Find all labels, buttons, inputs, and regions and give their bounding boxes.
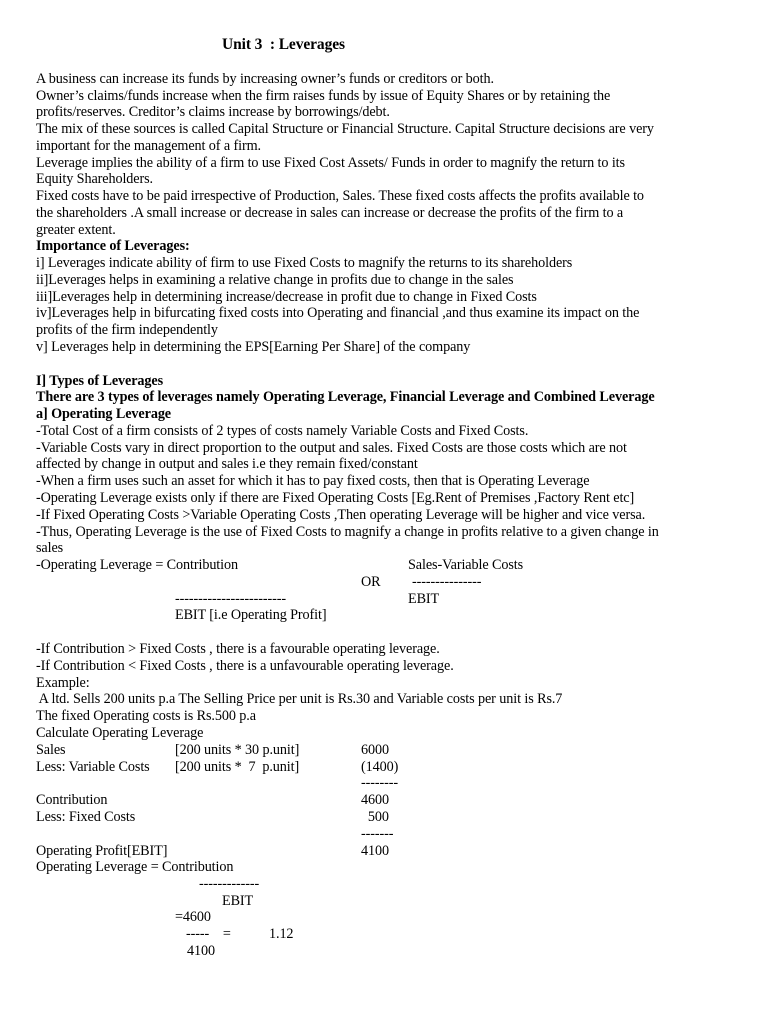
formula-rhs-denominator: EBIT [408,591,440,607]
example-line: Calculate Operating Leverage [36,725,204,741]
calc-result-value: 1.12 [269,926,294,942]
condition-line: -If Contribution > Fixed Costs , there is a favourable operating leverage. [36,641,440,657]
types-heading: I] Types of Leverages [36,373,164,389]
calc-variable-label: Less: Variable Costs [36,759,150,775]
operating-leverage-heading: a] Operating Leverage [36,406,172,422]
calc-ol-label: Operating Leverage = Contribution [36,859,234,875]
operating-point: -When a firm uses such an asset for which it has to pay fixed costs, then that is Operating Leverage [36,473,590,489]
calc-result-bar: ----- = [186,926,231,942]
importance-heading: Importance of Leverages: [36,238,190,254]
importance-point: iii]Leverages help in determining increase/decrease in profit due to change in Fixed Costs [36,289,537,305]
intro-line: A business can increase its funds by increasing owner’s funds or creditors or both. [36,71,494,87]
calc-separator: ------- [361,826,394,842]
operating-point: -Thus, Operating Leverage is the use of Fixed Costs to magnify a change in profits relative to a given change in [36,524,659,540]
intro-line: profits/reserves. Creditor’s claims increase by borrowings/debt. [36,104,390,120]
intro-line: Equity Shareholders. [36,171,153,187]
formula-rhs-bar: --------------- [412,574,482,590]
intro-line: Fixed costs have to be paid irrespective of Production, Sales. These fixed costs affects the profits available to [36,188,644,204]
formula-lhs-bar: ------------------------ [175,591,286,607]
operating-point: -Variable Costs vary in direct proportion to the output and sales. Fixed Costs are those costs which are not [36,440,627,456]
intro-line: greater extent. [36,222,116,238]
example-line: A ltd. Sells 200 units p.a The Selling Price per unit is Rs.30 and Variable costs per unit is Rs.7 [36,691,563,707]
operating-point: sales [36,540,64,556]
types-subheading: There are 3 types of leverages namely Operating Leverage, Financial Leverage and Combined Leverage [36,389,655,405]
condition-line: -If Contribution < Fixed Costs , there is a unfavourable operating leverage. [36,658,454,674]
calc-sales-label: Sales [36,742,66,758]
importance-point: v] Leverages help in determining the EPS[Earning Per Share] of the company [36,339,471,355]
calc-result-denominator: 4100 [187,943,215,959]
formula-lhs: -Operating Leverage = Contribution [36,557,238,573]
calc-sales-value: 6000 [361,742,389,758]
calc-fixed-label: Less: Fixed Costs [36,809,136,825]
formula-lhs-denominator: EBIT [i.e Operating Profit] [175,607,327,623]
calc-contribution-value: 4600 [361,792,389,808]
importance-point: ii]Leverages helps in examining a relative change in profits due to change in the sales [36,272,514,288]
operating-point: affected by change in output and sales i.e they remain fixed/constant [36,456,418,472]
calc-ebit-value: 4100 [361,843,389,859]
calc-variable-value: (1400) [361,759,399,775]
intro-line: important for the management of a firm. [36,138,261,154]
operating-point: -If Fixed Operating Costs >Variable Operating Costs ,Then operating Leverage will be higher and vice versa. [36,507,646,523]
importance-point: profits of the firm independently [36,322,218,338]
example-line: The fixed Operating costs is Rs.500 p.a [36,708,256,724]
formula-rhs-numerator: Sales-Variable Costs [408,557,524,573]
importance-point: i] Leverages indicate ability of firm to use Fixed Costs to magnify the returns to its shareholders [36,255,573,271]
intro-line: Leverage implies the ability of a firm to use Fixed Cost Assets/ Funds in order to magnify the return to its [36,155,625,171]
operating-point: -Total Cost of a firm consists of 2 types of costs namely Variable Costs and Fixed Costs. [36,423,529,439]
page-title: Unit 3 : Leverages [222,36,345,53]
formula-or: OR [361,574,381,590]
intro-line: the shareholders .A small increase or decrease in sales can increase or decrease the profits of the firm to a [36,205,624,221]
example-label: Example: [36,675,90,691]
calc-ol-bar: ------------- [199,876,260,892]
intro-line: The mix of these sources is called Capital Structure or Financial Structure. Capital Structure decisions are very [36,121,654,137]
importance-point: iv]Leverages help in bifurcating fixed costs into Operating and financial ,and thus examine its impact on the [36,305,640,321]
calc-ol-denominator: EBIT [222,893,254,909]
calc-variable-note: [200 units * 7 p.unit] [175,759,300,775]
intro-line: Owner’s claims/funds increase when the firm raises funds by issue of Equity Shares or by retaining the [36,88,611,104]
calc-contribution-label: Contribution [36,792,108,808]
calc-sales-note: [200 units * 30 p.unit] [175,742,300,758]
calc-result-numerator: =4600 [175,909,211,925]
operating-point: -Operating Leverage exists only if there are Fixed Operating Costs [Eg.Rent of Premises ,Factory Rent etc] [36,490,635,506]
calc-fixed-value: 500 [361,809,389,825]
calc-ebit-label: Operating Profit[EBIT] [36,843,168,859]
calc-separator: -------- [361,775,398,791]
